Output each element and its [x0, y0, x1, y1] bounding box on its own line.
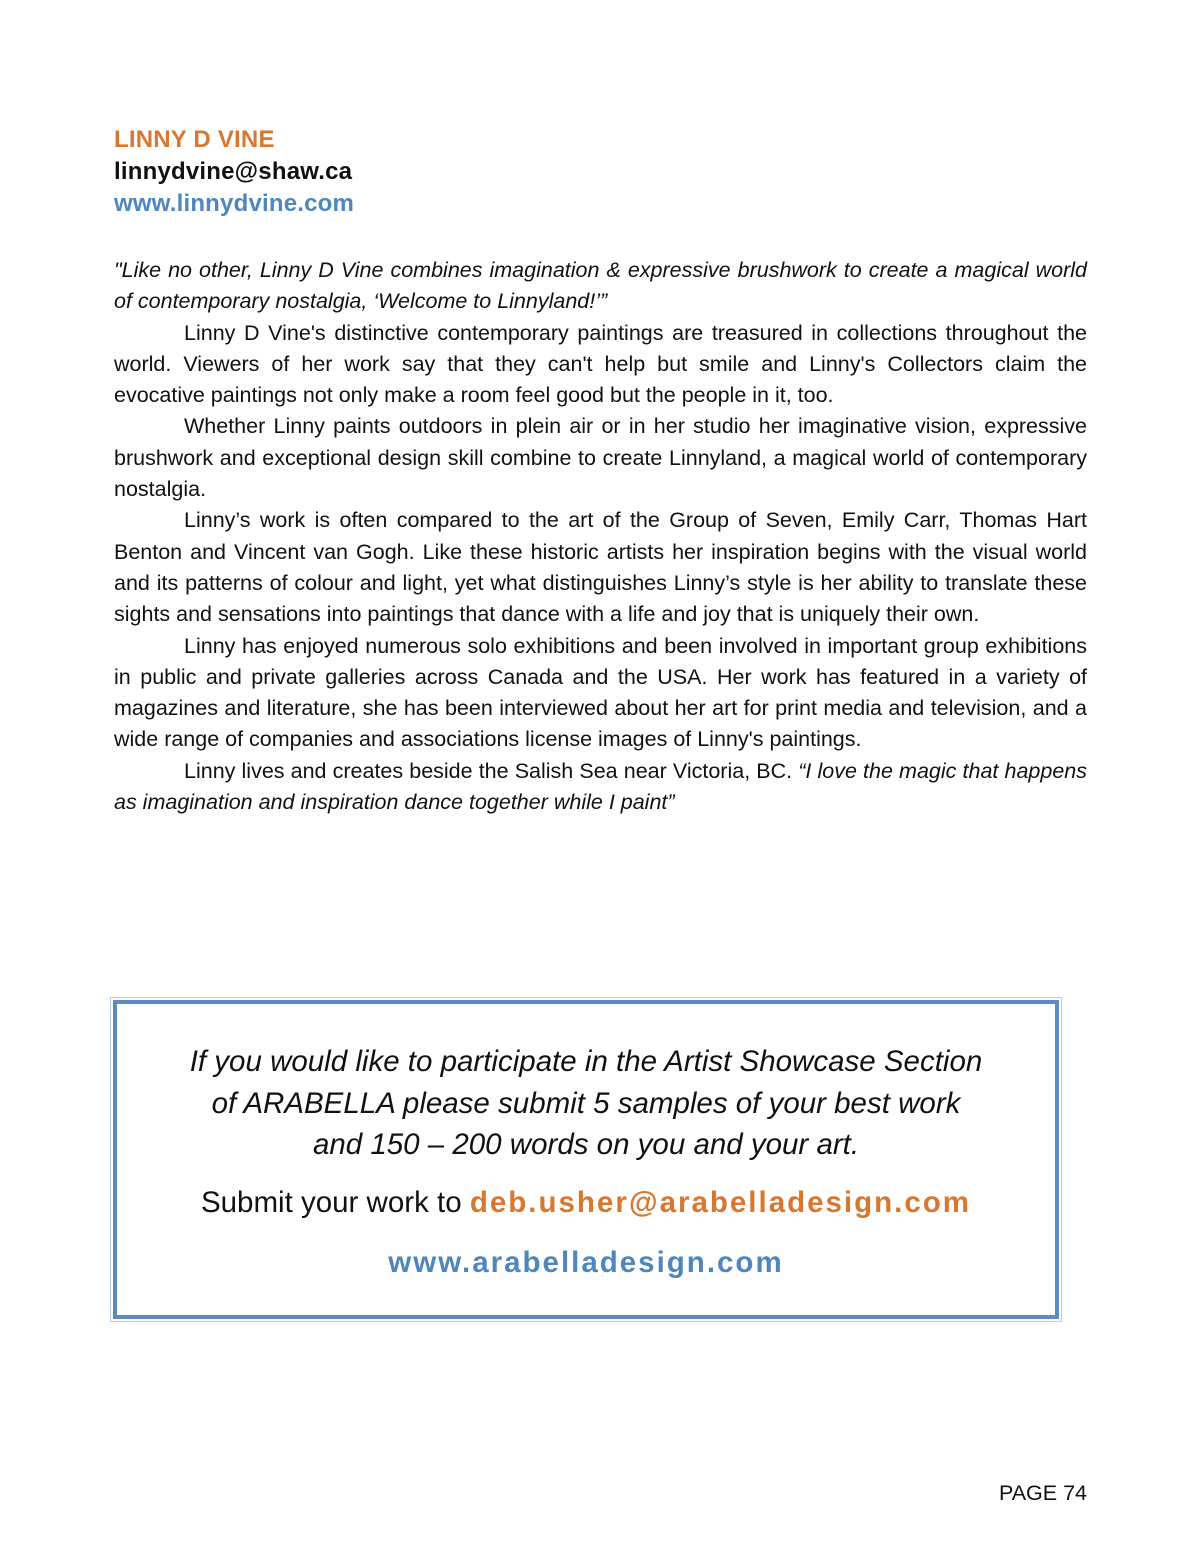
bio-paragraph: Linny has enjoyed numerous solo exhibitions and been involved in important group exhibitions in public and private galleries across Canada and the USA. Her work has featured in a variety of magazines and literature, she has been interviewed about her art for print media and television, and a wide range of companies and associations license images of Linny's paintings.: [114, 633, 1087, 752]
artist-website-link[interactable]: www.linnydvine.com: [114, 190, 355, 217]
artist-name: LINNY D VINE: [114, 126, 275, 153]
showcase-website-link[interactable]: www.arabelladesign.com: [388, 1245, 784, 1279]
showcase-invite-line: If you would like to participate in the Artist Showcase Section: [189, 1045, 983, 1078]
bio-paragraph: Linny D Vine's distinctive contemporary paintings are treasured in collections throughout the world. Viewers of her work say that they can't help but smile and Linny's Collectors claim the evocative paintings not only make a room feel good but the people in it, too.: [114, 320, 1087, 408]
bio-closing-quote: “I love the magic that happens as imagination and inspiration dance together while I paint”: [114, 758, 1087, 815]
bio-paragraph: Linny’s work is often compared to the art of the Group of Seven, Emily Carr, Thomas Hart Benton and Vincent van Gogh. Like these historic artists her inspiration begins with the visual world and its patterns of colour and light, yet what distinguishes Linny’s style is her ability to translate these sights and sensations into paintings that dance with a life and joy that is uniquely their own.: [114, 508, 1087, 627]
showcase-invite-line: and 150 – 200 words on you and your art.: [312, 1128, 860, 1161]
submit-email-link[interactable]: deb.usher@arabelladesign.com: [469, 1185, 972, 1219]
showcase-callout-box: [113, 1000, 1059, 1319]
bio-paragraph: Whether Linny paints outdoors in plein air or in her studio her imaginative vision, expressive brushwork and exceptional design skill combine to create Linnyland, a magical world of contemporary nostalgia.: [114, 414, 1087, 502]
artist-bio: [114, 255, 1087, 818]
artist-email[interactable]: linnydvine@shaw.ca: [114, 158, 353, 185]
bio-closing-paragraph: [114, 756, 1087, 819]
showcase-submit-line: [117, 1183, 1055, 1223]
submit-label: Submit your work to: [200, 1185, 462, 1219]
showcase-invite-line: of ARABELLA please submit 5 samples of your best work: [211, 1086, 961, 1120]
showcase-invitation: [146, 1041, 1026, 1166]
bio-closing-text: Linny lives and creates beside the Salish Sea near Victoria, BC.: [184, 758, 793, 783]
bio-intro-quote: "Like no other, Linny D Vine combines imagination & expressive brushwork to create a magical world of contemporary nostalgia, ‘Welcome to Linnyland!’”: [114, 258, 1087, 314]
page-number: PAGE 74: [998, 1481, 1087, 1505]
